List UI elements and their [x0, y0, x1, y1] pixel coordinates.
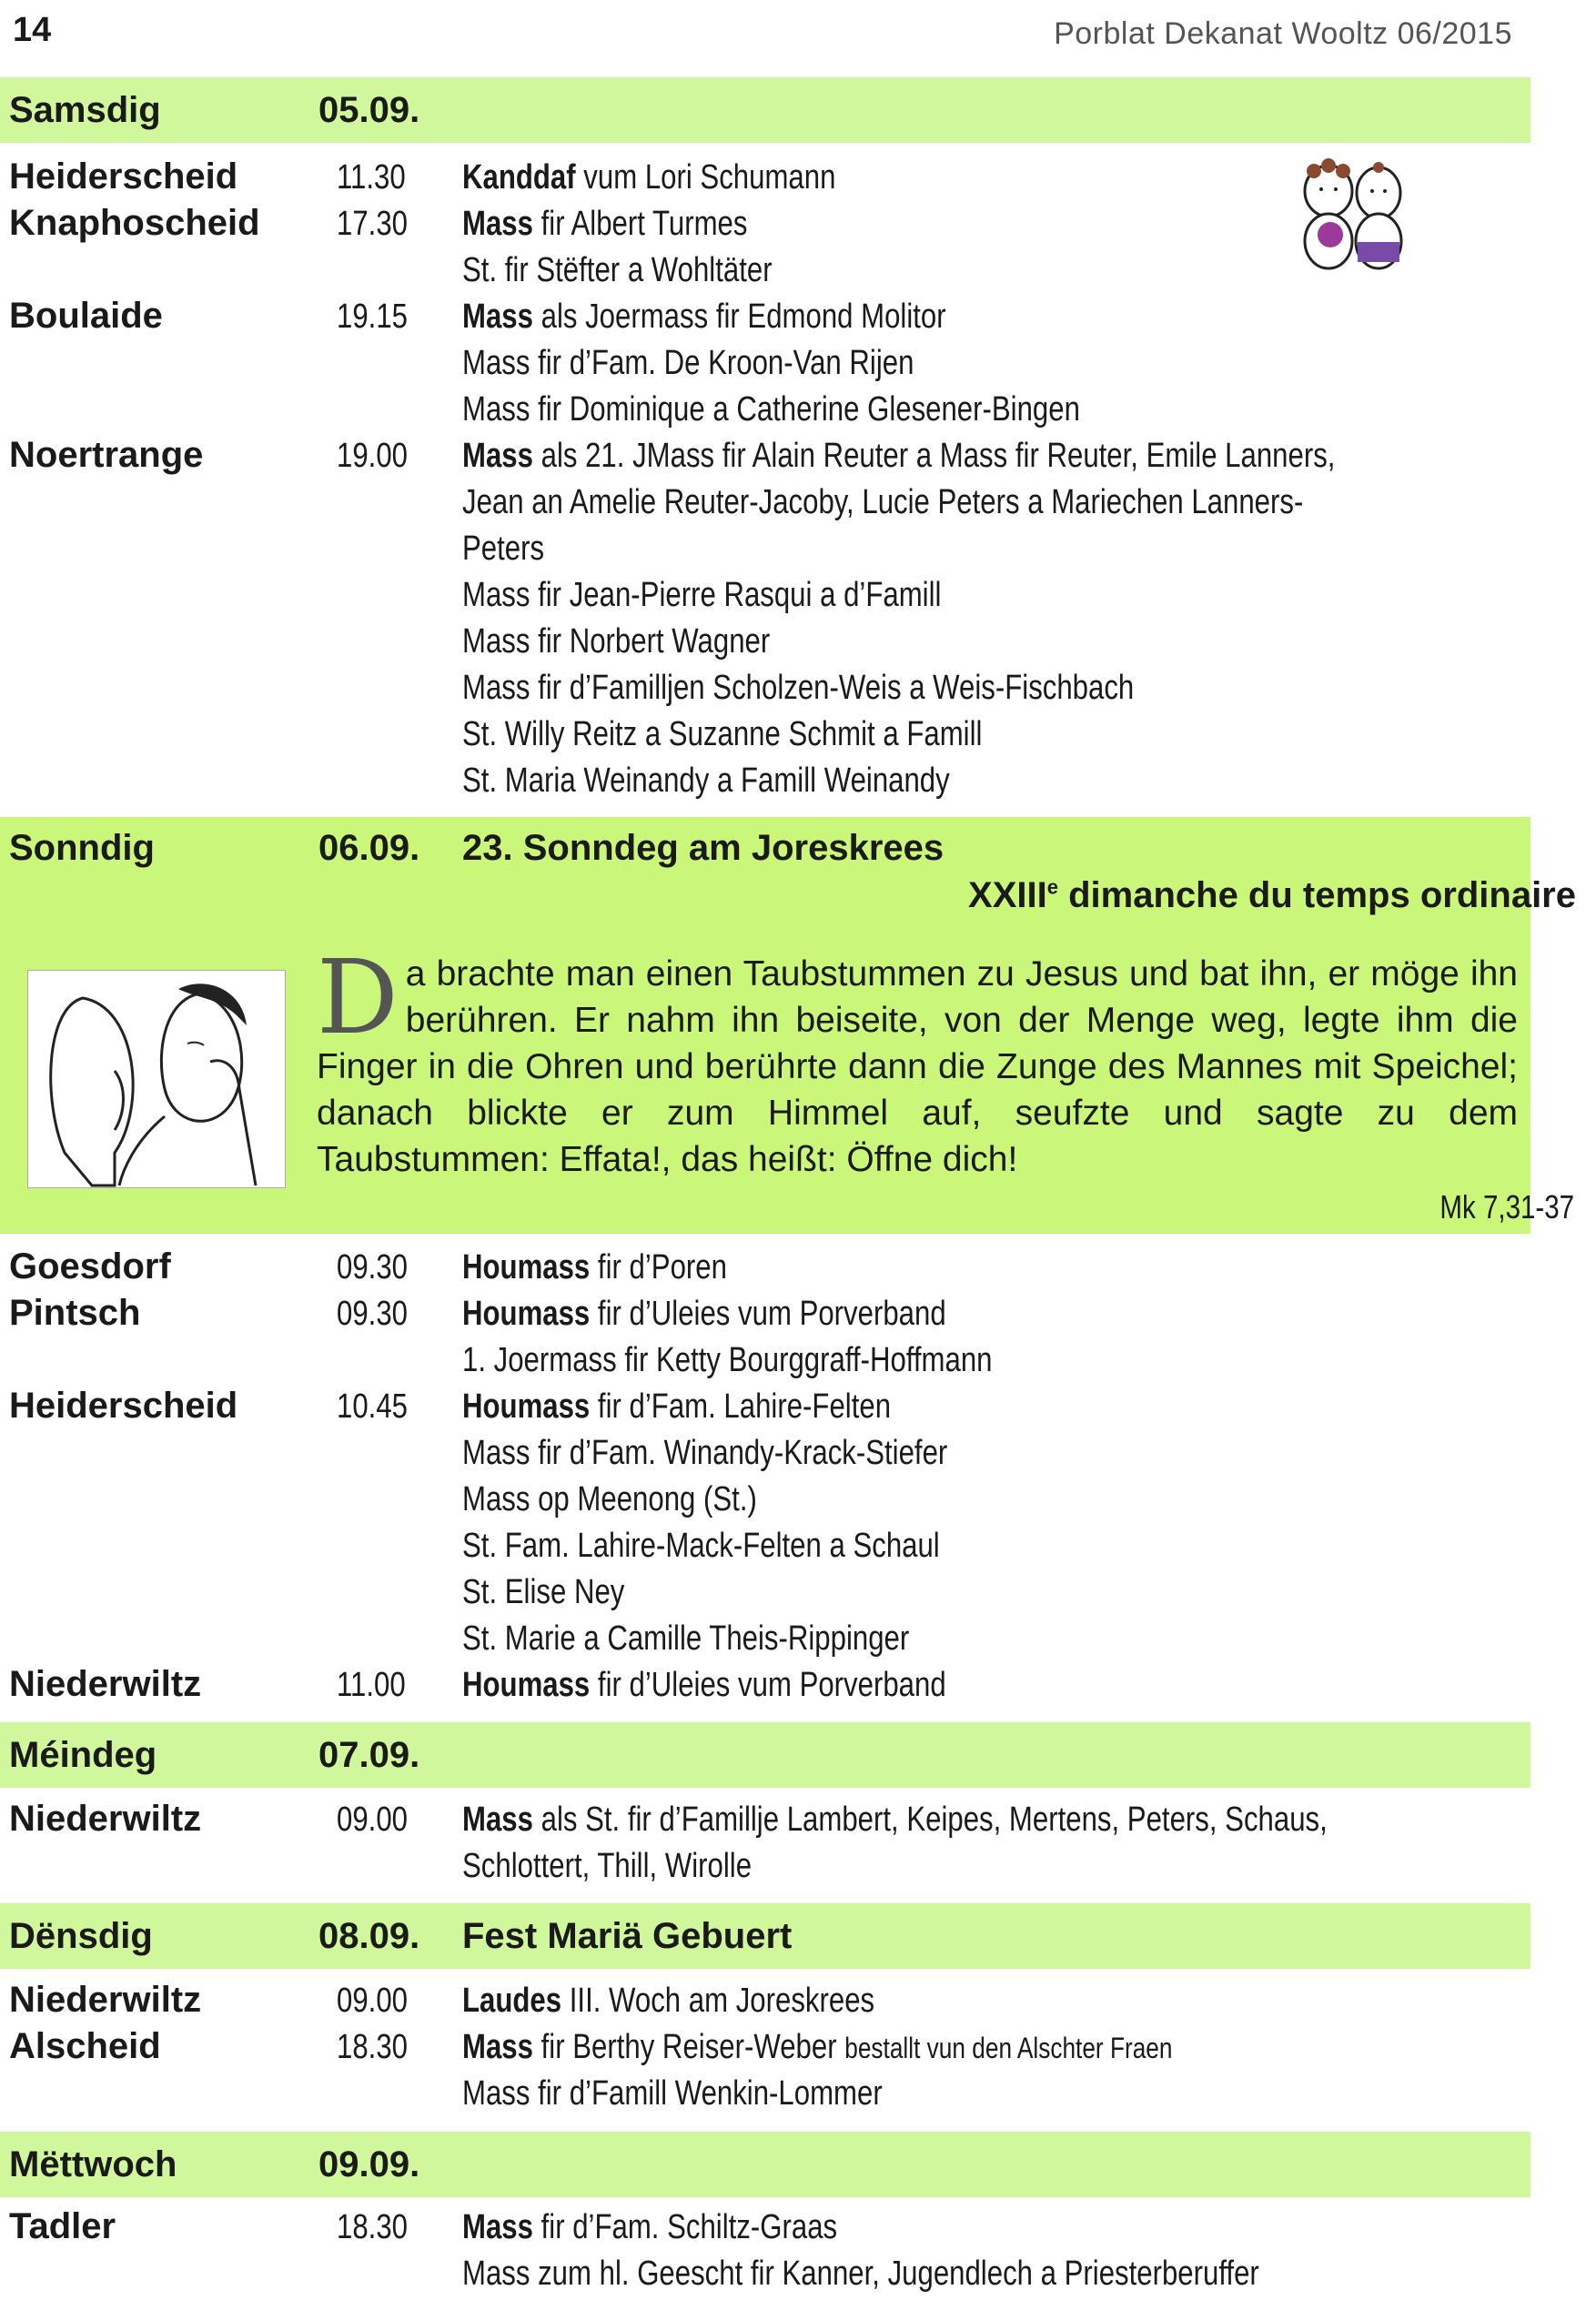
mass-time: 09.30: [337, 1295, 408, 1333]
mass-entry: [0, 1432, 1596, 1479]
day-name: Samsdig: [9, 90, 161, 130]
mass-intention: Mass op Meenong (St.): [462, 1480, 757, 1518]
mass-entry: [0, 1478, 1596, 1526]
page-number: 14: [13, 11, 52, 49]
place-name: Alscheid: [9, 2026, 161, 2066]
mass-intention: fir d’Uleies vum Porverband: [590, 1295, 946, 1333]
place-name: Knaphoscheid: [9, 203, 260, 243]
mass-intention: Mass fir Dominique a Catherine Glesener-Bingen: [462, 390, 1080, 429]
gospel-body: a brachte man einen Taubstummen zu Jesus und bat ihn, er möge ihn berühren. Er nahm ihn beiseite, von der Menge weg, legte ihm die Finger in die Ohren und berührte dann die Zunge des Mannes mit Speichel; danach blickte er zum Himmel auf, seufzte und sagte zu dem Taubstummen: Effata!, das heißt: Öffne dich!: [317, 954, 1518, 1179]
mass-intention: als 21. JMass fir Alain Reuter a Mass fir Reuter, Emile Lanners,: [532, 437, 1336, 475]
mass-entry: [0, 1525, 1596, 1572]
place-name: Niederwiltz: [9, 1799, 202, 1839]
mass-intention: 1. Joermass fir Ketty Bourggraff-Hoffmann: [462, 1341, 993, 1379]
mass-description: [462, 1801, 1328, 1840]
mass-intention: Schlottert, Thill, Wirolle: [462, 1847, 753, 1885]
mass-entry: [0, 1799, 1596, 1846]
mass-intention: vum Lori Schumann: [575, 158, 836, 197]
day-date: 07.09.: [318, 1735, 420, 1775]
mass-time: 18.30: [337, 2208, 408, 2246]
feast-fr-rest: dimanche du temps ordinaire: [1057, 875, 1576, 915]
mass-time: 11.00: [337, 1666, 406, 1704]
mass-entry: [0, 1246, 1596, 1294]
mass-intention: St. fir Stëfter a Wohltäter: [462, 251, 773, 289]
place-name: Niederwiltz: [9, 1980, 202, 2020]
day-band-meindeg: [0, 1722, 1530, 1788]
mass-entry: [0, 481, 1596, 529]
mass-type: Mass: [462, 1801, 533, 1839]
mass-description: [462, 1295, 946, 1334]
mass-entry: [0, 2253, 1596, 2300]
mass-time: 19.00: [337, 437, 408, 475]
mass-description: [462, 437, 1335, 476]
mass-description: [462, 1982, 874, 2021]
place-name: Heiderscheid: [9, 1386, 238, 1426]
mass-time: 09.00: [337, 1982, 408, 2020]
day-date: 08.09.: [318, 1916, 420, 1956]
mass-description: [462, 1666, 946, 1705]
mass-intention: fir d’Uleies vum Porverband: [590, 1666, 946, 1704]
day-band-samsdig: [0, 77, 1530, 143]
mass-description: [462, 205, 747, 244]
mass-entry: [0, 1618, 1596, 1665]
mass-type: Mass: [462, 2208, 533, 2246]
mass-entry: [0, 528, 1596, 575]
day-band-mettwoch: [0, 2132, 1530, 2197]
mass-entry: [0, 1664, 1596, 1711]
mass-intention: Mass fir d’Fam. Winandy-Krack-Stiefer: [462, 1434, 948, 1472]
feast-title: Fest Mariä Gebuert: [462, 1916, 793, 1956]
day-name: Méindeg: [9, 1735, 157, 1775]
mass-entry: [0, 1293, 1596, 1340]
mass-time: 09.30: [337, 1248, 408, 1286]
mass-type: Kanddaf: [462, 158, 576, 197]
mass-type: Mass: [462, 2028, 533, 2066]
mass-intention: Mass zum hl. Geescht fir Kanner, Jugendlech a Priesterberuffer: [462, 2255, 1259, 2293]
mass-type: Houmass: [462, 1387, 591, 1426]
mass-intention: als Joermass fir Edmond Molitor: [532, 298, 946, 336]
mass-intention: Mass fir Norbert Wagner: [462, 622, 771, 661]
place-name: Pintsch: [9, 1293, 141, 1333]
mass-entry: [0, 156, 1596, 204]
mass-description: [462, 2028, 1172, 2067]
mass-entry: [0, 760, 1596, 807]
mass-type: Mass: [462, 298, 533, 336]
mass-description: [462, 1248, 727, 1287]
feast-fr-prefix: XXIII: [968, 875, 1047, 915]
mass-entry: [0, 620, 1596, 668]
mass-intention: St. Fam. Lahire-Mack-Felten a Schaul: [462, 1527, 940, 1565]
mass-entry: [0, 1386, 1596, 1433]
mass-entry: [0, 249, 1596, 297]
mass-time: 09.00: [337, 1801, 408, 1839]
mass-entry: [0, 667, 1596, 714]
place-name: Noertrange: [9, 435, 204, 475]
feast-fr-sup: e: [1046, 875, 1058, 899]
mass-description: [462, 298, 946, 337]
day-date: 09.09.: [318, 2144, 420, 2184]
mass-type: Houmass: [462, 1248, 591, 1286]
mass-time: 17.30: [337, 205, 408, 243]
mass-intention: fir Albert Turmes: [532, 205, 748, 243]
publication-title: Porblat Dekanat Wooltz 06/2015: [1054, 16, 1512, 51]
mass-intention: St. Willy Reitz a Suzanne Schmit a Famill: [462, 715, 983, 753]
day-date: 05.09.: [318, 90, 420, 130]
mass-description: [462, 158, 835, 197]
mass-intention: Mass fir d’Familljen Scholzen-Weis a Weis-Fischbach: [462, 669, 1135, 707]
feast-title-french: [968, 875, 1576, 916]
place-name: Tadler: [9, 2206, 116, 2246]
day-band-densdig: [0, 1903, 1530, 1969]
mass-type: Houmass: [462, 1666, 591, 1704]
mass-intention: Mass fir d’Famill Wenkin-Lommer: [462, 2074, 883, 2113]
mass-entry: [0, 2206, 1596, 2254]
mass-note: bestallt vun den Alschter Fraen: [844, 2032, 1173, 2064]
mass-intention: St. Marie a Camille Theis-Rippinger: [462, 1619, 910, 1658]
mass-description: [462, 1387, 891, 1427]
mass-entry: [0, 1571, 1596, 1619]
mass-time: 19.15: [337, 298, 408, 336]
place-name: Heiderscheid: [9, 156, 238, 197]
mass-type: Mass: [462, 205, 533, 243]
mass-intention: Mass fir d’Fam. De Kroon-Van Rijen: [462, 344, 914, 382]
place-name: Goesdorf: [9, 1246, 171, 1286]
gospel-text: [317, 939, 1518, 1183]
mass-entry: [0, 574, 1596, 621]
mass-time: 18.30: [337, 2028, 408, 2066]
mass-intention: St. Elise Ney: [462, 1573, 625, 1611]
mass-intention: Peters: [462, 530, 545, 568]
mass-entry: [0, 203, 1596, 250]
page-header: [0, 9, 1596, 55]
mass-intention: Mass fir Jean-Pierre Rasqui a d’Famill: [462, 576, 942, 614]
mass-entry: [0, 435, 1596, 482]
feast-title: 23. Sonndeg am Joreskrees: [462, 828, 944, 868]
mass-intention: III. Woch am Joreskrees: [561, 1982, 875, 2020]
mass-type: Houmass: [462, 1295, 591, 1333]
mass-intention: St. Maria Weinandy a Famill Weinandy: [462, 762, 950, 800]
day-name: Dënsdig: [9, 1916, 153, 1956]
mass-entry: [0, 1980, 1596, 2027]
mass-entry: [0, 1845, 1596, 1892]
mass-entry: [0, 713, 1596, 761]
mass-description: [462, 2208, 837, 2247]
mass-entry: [0, 342, 1596, 389]
mass-intention: fir d’Poren: [590, 1248, 727, 1286]
mass-entry: [0, 1339, 1596, 1387]
mass-intention: fir Berthy Reiser-Weber: [532, 2028, 845, 2066]
mass-entry: [0, 388, 1596, 436]
drop-cap: D: [317, 939, 399, 1057]
mass-time: 10.45: [337, 1387, 408, 1426]
day-name: Sonndig: [9, 828, 155, 868]
mass-entry: [0, 2026, 1596, 2073]
mass-type: Mass: [462, 437, 533, 475]
mass-intention: fir d’Fam. Schiltz-Graas: [532, 2208, 838, 2246]
mass-entry: [0, 2073, 1596, 2120]
mass-intention: Jean an Amelie Reuter-Jacoby, Lucie Peters a Mariechen Lanners-: [462, 483, 1304, 521]
mass-entry: [0, 296, 1596, 343]
day-name: Mëttwoch: [9, 2144, 177, 2184]
place-name: Niederwiltz: [9, 1664, 202, 1704]
mass-time: 11.30: [337, 158, 406, 197]
gospel-reference: Mk 7,31-37: [1439, 1188, 1574, 1226]
mass-intention: als St. fir d’Famillje Lambert, Keipes, Mertens, Peters, Schaus,: [532, 1801, 1328, 1839]
mass-type: Laudes: [462, 1982, 562, 2020]
mass-intention: fir d’Fam. Lahire-Felten: [590, 1387, 892, 1426]
place-name: Boulaide: [9, 296, 163, 336]
faces-illustration: [27, 970, 286, 1188]
day-date: 06.09.: [318, 828, 420, 868]
